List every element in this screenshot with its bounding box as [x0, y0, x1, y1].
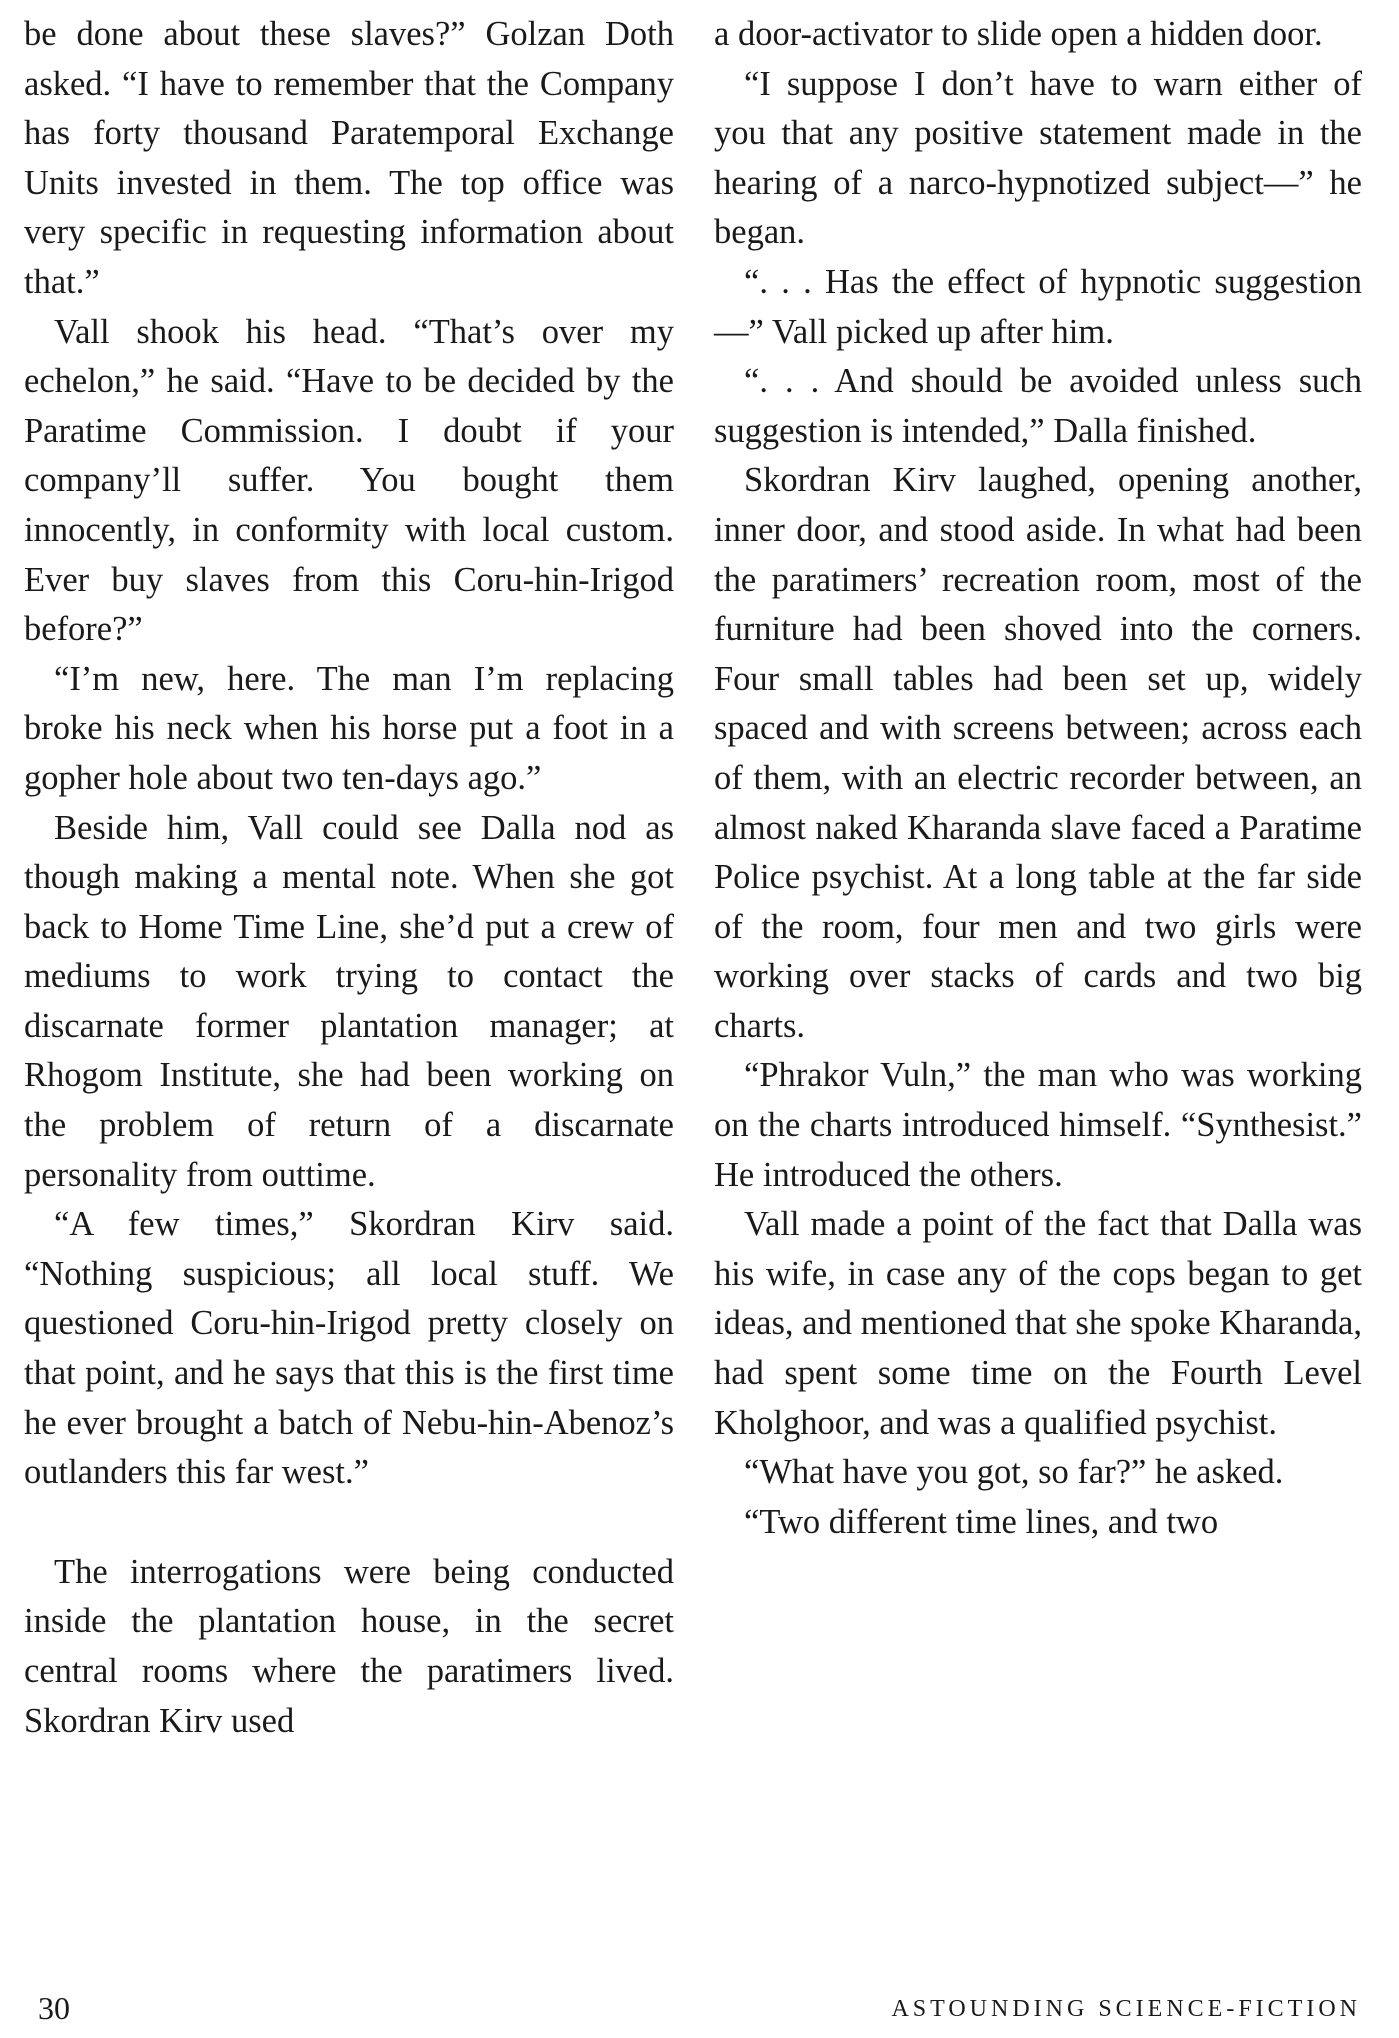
paragraph: “Two different time lines, and two — [744, 1502, 1219, 1541]
paragraph: Vall made a point of the fact that Dalla was his wife, in case any of the cops began to get ideas, and mentioned that she spoke Kharanda, had spent some time on the Fourth Level Kholghoor, and was a qualified psychist. — [714, 1205, 1362, 1442]
paragraph-section-start: The interrogations were being conducted inside the plantation house, in the secret central rooms where the paratimers lived. Skordran Kirv used — [24, 1552, 674, 1740]
paragraph: Skordran Kirv laughed, opening another, inner door, and stood aside. In what had been the paratimers’ recreation room, most of the furniture had been shoved into the corners. Four small tables had been set up, widely spaced and with screens between; across each of them, with an electric recorder between, an almost naked Kharanda slave faced a Paratime Police psychist. At a long table at the far side of the room, four men and two girls were working over stacks of cards and two big charts. — [714, 461, 1362, 1045]
paragraph: “I suppose I don’t have to warn either of you that any positive statement made in the hearing of a narco-hypnotized subject—” he began. — [714, 64, 1362, 252]
paragraph: “. . . Has the effect of hypnotic suggestion—” Vall picked up after him. — [714, 262, 1362, 351]
paragraph: Vall shook his head. “That’s over my echelon,” he said. “Have to be decided by the Paratime Commission. I doubt if your company’ll suffer. You bought them innocently, in conformity with local custom. Ever buy slaves from this Coru-hin-Irigod before?” — [24, 312, 674, 649]
paragraph: “Phrakor Vuln,” the man who was working on the charts introduced himself. “Synthesist.” He introduced the others. — [714, 1056, 1362, 1194]
paragraph: “I’m new, here. The man I’m replacing broke his neck when his horse put a foot in a gopher hole about two ten-days ago.” — [24, 659, 674, 797]
paragraph: Beside him, Vall could see Dalla nod as though making a mental note. When she got back to Home Time Line, she’d put a crew of mediums to work trying to contact the discarnate former plantation manager; at Rhogom Institute, she had been working on the problem of return of a discarnate personality from outtime. — [24, 808, 674, 1194]
right-column — [714, 10, 1362, 1547]
paragraph: a door-activator to slide open a hidden door. — [714, 15, 1323, 53]
paragraph: “. . . And should be avoided unless such suggestion is intended,” Dalla finished. — [714, 362, 1362, 450]
paragraph: “What have you got, so far?” he asked. — [744, 1453, 1284, 1492]
left-column — [24, 10, 674, 1746]
page-number: 30 — [38, 1990, 70, 2026]
paragraph: be done about these slaves?” Golzan Doth asked. “I have to remember that the Company has forty thousand Paratemporal Exchange Units invested in them. The top office was very specific in requesting information about that.” — [24, 15, 674, 301]
paragraph: “A few times,” Skordran Kirv said. “Nothing suspicious; all local stuff. We questioned Coru-hin-Irigod pretty closely on that point, and he says that this is the first time he ever brought a batch of Nebu-hin-Abenoz’s outlanders this far west.” — [24, 1205, 674, 1492]
running-footer-title: ASTOUNDING SCIENCE-FICTION — [891, 1996, 1361, 2022]
